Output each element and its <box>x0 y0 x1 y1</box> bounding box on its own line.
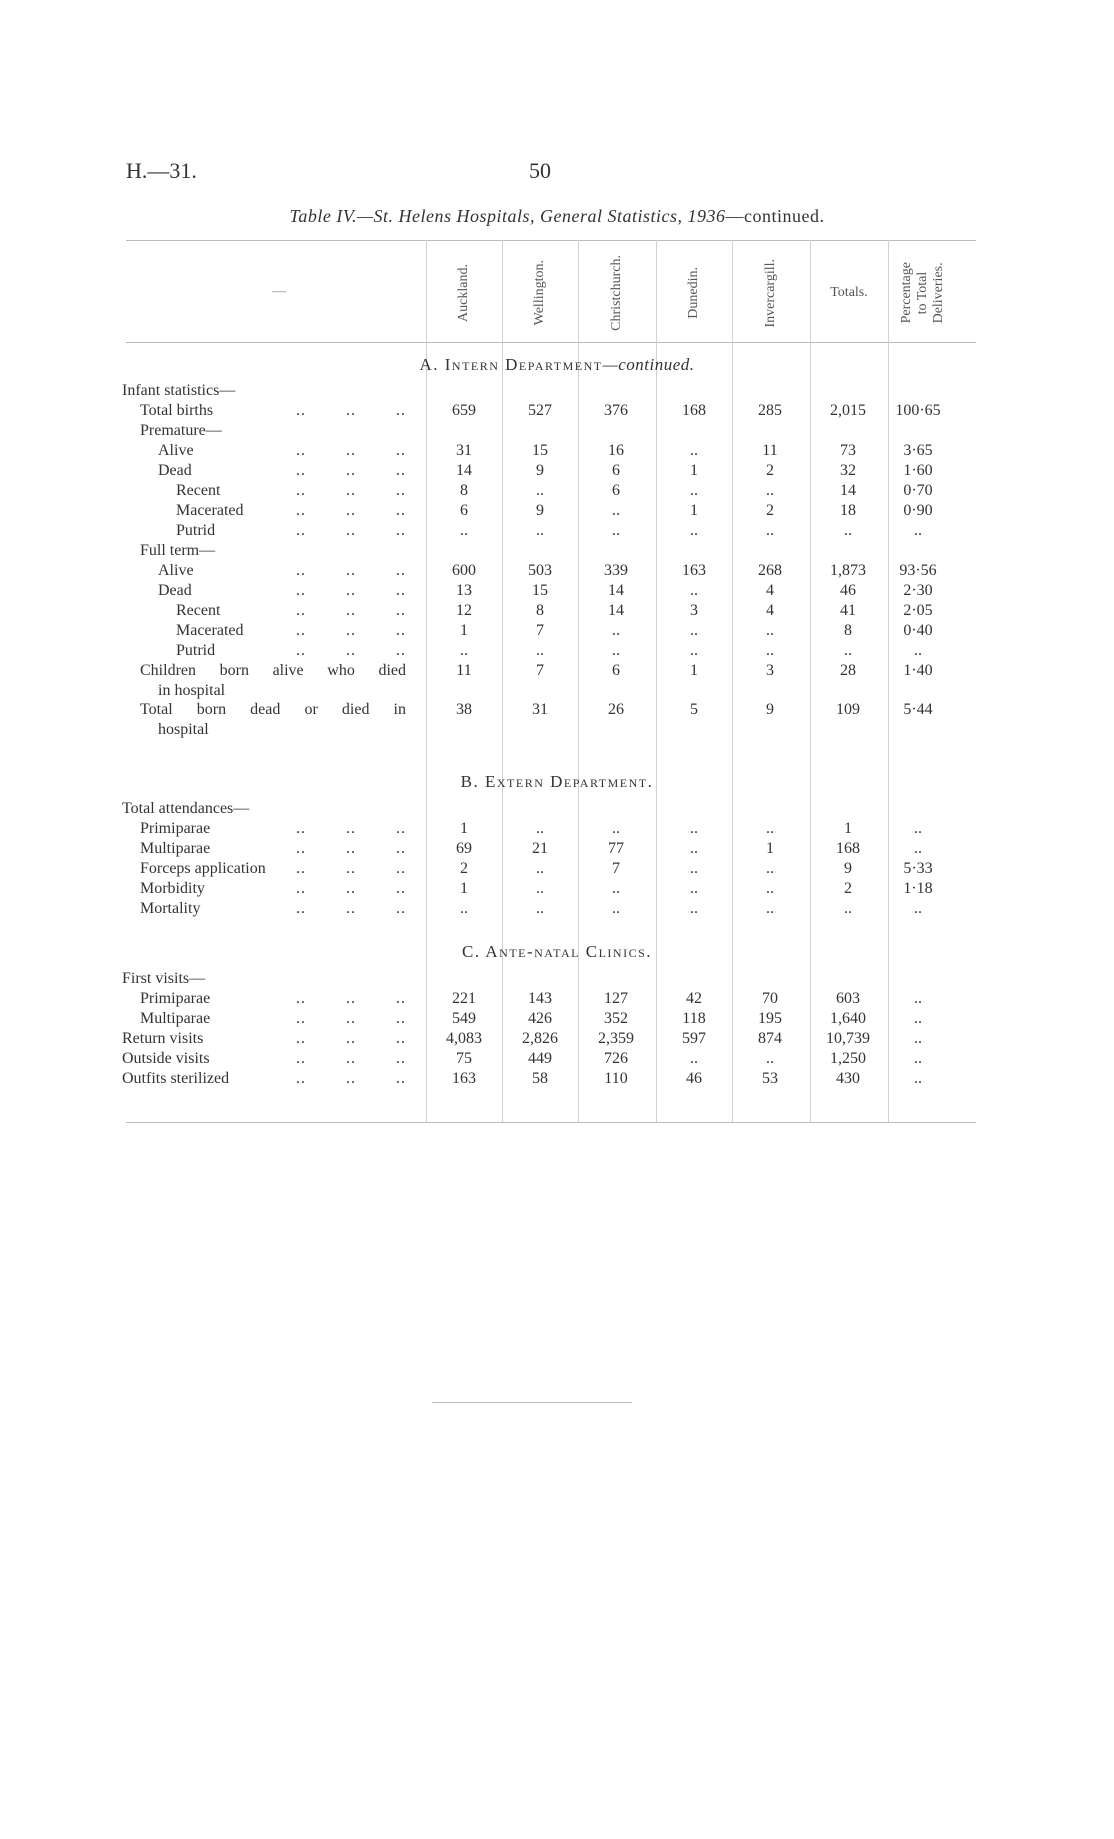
row-label-text: Return visits <box>122 1030 204 1047</box>
leader-dots: .. .. .. <box>296 840 406 857</box>
row-label <box>140 879 205 899</box>
row-label-line: Children born alive who died <box>140 662 406 679</box>
row-label-text: Multiparae <box>140 840 211 857</box>
row-label <box>176 481 220 501</box>
cell-wellington: 2,826 <box>522 1030 558 1047</box>
row-label <box>122 1049 210 1069</box>
cell-wellington: .. <box>536 880 544 897</box>
column-header-totals-text: Totals. <box>830 285 868 300</box>
cell-invercargill: 874 <box>758 1030 782 1047</box>
cell-wellington: 9 <box>536 462 544 479</box>
cell-percentage: .. <box>914 900 922 917</box>
row-label <box>122 1069 229 1089</box>
cell-christchurch: 6 <box>612 462 620 479</box>
cell-christchurch: 14 <box>608 582 624 599</box>
leader-dots: .. .. .. <box>296 642 406 659</box>
cell-percentage: .. <box>914 990 922 1007</box>
cell-invercargill: 9 <box>766 701 774 718</box>
cell-invercargill: 2 <box>766 502 774 519</box>
cell-christchurch: 7 <box>612 860 620 877</box>
leader-dots: .. .. .. <box>296 482 406 499</box>
cell-invercargill: 268 <box>758 562 782 579</box>
cell-invercargill: 2 <box>766 462 774 479</box>
cell-wellington: 503 <box>528 562 552 579</box>
cell-auckland: 31 <box>456 442 472 459</box>
cell-totals: 1,640 <box>830 1010 866 1027</box>
cell-dunedin: 118 <box>682 1010 706 1027</box>
column-header-percentage-line-3: Deliveries. <box>931 262 947 324</box>
row-label <box>176 621 244 641</box>
row-label <box>140 989 210 1009</box>
cell-totals: .. <box>844 642 852 659</box>
cell-christchurch: .. <box>612 642 620 659</box>
cell-percentage: 5·44 <box>903 701 933 718</box>
cell-auckland: 13 <box>456 582 472 599</box>
row-label-text: Infant statistics— <box>122 382 236 399</box>
cell-christchurch: 339 <box>604 562 628 579</box>
row-label-text: Primiparae <box>140 820 211 837</box>
cell-totals: 1 <box>844 820 852 837</box>
row-label-text: Putrid <box>176 642 216 659</box>
cell-christchurch: .. <box>612 622 620 639</box>
cell-percentage: .. <box>914 1010 922 1027</box>
leader-dots: .. .. .. <box>296 1070 406 1087</box>
cell-wellington: 7 <box>536 622 544 639</box>
row-label-text: Morbidity <box>140 880 205 897</box>
cell-totals: 1,250 <box>830 1050 866 1067</box>
cell-wellington: 8 <box>536 602 544 619</box>
cell-christchurch: .. <box>612 522 620 539</box>
cell-totals: 1,873 <box>830 562 866 579</box>
cell-invercargill: 3 <box>766 662 774 679</box>
cell-christchurch: 352 <box>604 1010 628 1027</box>
row-label <box>140 1009 210 1029</box>
cell-dunedin: 5 <box>690 701 698 718</box>
cell-wellington: 449 <box>528 1050 552 1067</box>
row-label <box>140 661 406 701</box>
cell-dunedin: .. <box>690 642 698 659</box>
row-label-text: Dead <box>158 582 192 599</box>
row-label <box>176 521 215 541</box>
cell-totals: 430 <box>836 1070 860 1087</box>
cell-invercargill: .. <box>766 642 774 659</box>
table-title-suffix: —continued. <box>725 206 825 226</box>
cell-christchurch: 16 <box>608 442 624 459</box>
cell-dunedin: .. <box>690 900 698 917</box>
cell-auckland: 163 <box>452 1070 476 1087</box>
cell-dunedin: .. <box>690 482 698 499</box>
cell-invercargill: 11 <box>762 442 778 459</box>
row-label <box>140 421 222 441</box>
cell-wellington: .. <box>536 522 544 539</box>
cell-invercargill: .. <box>766 482 774 499</box>
cell-percentage: 3·65 <box>903 442 933 459</box>
row-label <box>140 899 200 919</box>
cell-christchurch: 2,359 <box>598 1030 634 1047</box>
cell-percentage: 100·65 <box>895 402 941 419</box>
row-label <box>158 441 194 461</box>
row-label <box>122 799 249 819</box>
cell-percentage: .. <box>914 1070 922 1087</box>
cell-auckland: 6 <box>460 502 468 519</box>
row-label <box>140 819 210 839</box>
cell-totals: 109 <box>836 701 860 718</box>
row-label-text: Forceps application <box>140 860 266 877</box>
cell-percentage: 2·30 <box>903 582 933 599</box>
leader-dots: .. .. .. <box>296 582 406 599</box>
column-header-auckland-text: Auckland. <box>455 264 471 322</box>
row-label <box>176 601 220 621</box>
row-label <box>140 401 213 421</box>
cell-totals: .. <box>844 900 852 917</box>
cell-invercargill: 4 <box>766 602 774 619</box>
row-label <box>122 381 235 401</box>
cell-wellington: .. <box>536 900 544 917</box>
cell-auckland: 75 <box>456 1050 472 1067</box>
column-header-dunedin <box>656 248 732 338</box>
cell-christchurch: .. <box>612 820 620 837</box>
cell-invercargill: 70 <box>762 990 778 1007</box>
cell-invercargill: 4 <box>766 582 774 599</box>
row-label <box>122 1029 203 1049</box>
section-heading-intern-text: A. Intern Department <box>419 355 603 374</box>
cell-auckland: 2 <box>460 860 468 877</box>
leader-dots: .. .. .. <box>296 502 406 519</box>
closing-rule <box>432 1402 632 1403</box>
cell-christchurch: 6 <box>612 662 620 679</box>
cell-wellington: 143 <box>528 990 552 1007</box>
leader-dots: .. .. .. <box>296 990 406 1007</box>
cell-auckland: 11 <box>456 662 472 679</box>
cell-percentage: .. <box>914 820 922 837</box>
cell-dunedin: .. <box>690 622 698 639</box>
row-label <box>140 541 215 561</box>
row-label <box>176 641 215 661</box>
row-label-text: Multiparae <box>140 1010 211 1027</box>
leader-dots: .. .. .. <box>296 1050 406 1067</box>
cell-totals: 14 <box>840 482 856 499</box>
cell-percentage: .. <box>914 1050 922 1067</box>
cell-wellington: 31 <box>532 701 548 718</box>
section-heading-intern-suffix: —continued. <box>602 355 695 374</box>
cell-auckland: .. <box>460 522 468 539</box>
column-header-invercargill <box>732 248 810 338</box>
leader-dots: .. .. .. <box>296 880 406 897</box>
cell-totals: 168 <box>836 840 860 857</box>
cell-wellington: 527 <box>528 402 552 419</box>
cell-dunedin: 1 <box>690 462 698 479</box>
cell-dunedin: 597 <box>682 1030 706 1047</box>
row-label-text: Alive <box>158 562 194 579</box>
cell-christchurch: 127 <box>604 990 628 1007</box>
cell-wellington: 58 <box>532 1070 548 1087</box>
cell-invercargill: 53 <box>762 1070 778 1087</box>
stub-column-header: — <box>272 284 286 299</box>
leader-dots: .. .. .. <box>296 462 406 479</box>
cell-wellington: 9 <box>536 502 544 519</box>
cell-dunedin: .. <box>690 582 698 599</box>
row-label <box>140 700 406 740</box>
column-header-wellington <box>502 248 578 338</box>
cell-dunedin: .. <box>690 442 698 459</box>
cell-wellington: 21 <box>532 840 548 857</box>
cell-dunedin: 163 <box>682 562 706 579</box>
column-header-christchurch-text: Christchurch. <box>608 255 624 331</box>
header-top-rule <box>126 240 976 241</box>
cell-christchurch: 376 <box>604 402 628 419</box>
cell-dunedin: 1 <box>690 502 698 519</box>
cell-percentage: 0·90 <box>903 502 933 519</box>
cell-christchurch: 6 <box>612 482 620 499</box>
row-label-text: Recent <box>176 602 221 619</box>
row-label-text: Full term— <box>140 542 216 559</box>
section-heading-intern <box>0 355 1114 375</box>
cell-dunedin: .. <box>690 840 698 857</box>
cell-totals: 32 <box>840 462 856 479</box>
row-label-text: Primiparae <box>140 990 211 1007</box>
cell-invercargill: .. <box>766 522 774 539</box>
row-label-text: First visits— <box>122 970 206 987</box>
cell-christchurch: 110 <box>604 1070 628 1087</box>
column-header-percentage-line-1: Percentage <box>898 262 914 324</box>
cell-christchurch: .. <box>612 502 620 519</box>
cell-invercargill: .. <box>766 622 774 639</box>
cell-wellington: 426 <box>528 1010 552 1027</box>
row-label <box>158 461 192 481</box>
row-label-text: Recent <box>176 482 221 499</box>
cell-wellington: .. <box>536 642 544 659</box>
cell-invercargill: 285 <box>758 402 782 419</box>
leader-dots: .. .. .. <box>296 1030 406 1047</box>
cell-auckland: 1 <box>460 820 468 837</box>
cell-wellington: 7 <box>536 662 544 679</box>
cell-totals: 73 <box>840 442 856 459</box>
cell-percentage: 1·40 <box>903 662 933 679</box>
cell-wellington: .. <box>536 482 544 499</box>
cell-auckland: .. <box>460 900 468 917</box>
cell-invercargill: .. <box>766 820 774 837</box>
leader-dots: .. .. .. <box>296 622 406 639</box>
row-label-text: Putrid <box>176 522 216 539</box>
cell-dunedin: .. <box>690 880 698 897</box>
cell-auckland: 8 <box>460 482 468 499</box>
cell-percentage: 0·70 <box>903 482 933 499</box>
cell-wellington: 15 <box>532 442 548 459</box>
cell-totals: 2 <box>844 880 852 897</box>
cell-dunedin: .. <box>690 522 698 539</box>
cell-dunedin: .. <box>690 860 698 877</box>
leader-dots: .. .. .. <box>296 900 406 917</box>
cell-percentage: .. <box>914 840 922 857</box>
cell-auckland: 69 <box>456 840 472 857</box>
cell-dunedin: 3 <box>690 602 698 619</box>
leader-dots: .. .. .. <box>296 1010 406 1027</box>
cell-auckland: 4,083 <box>446 1030 482 1047</box>
cell-dunedin: 168 <box>682 402 706 419</box>
cell-invercargill: .. <box>766 860 774 877</box>
cell-wellington: .. <box>536 820 544 837</box>
row-label <box>158 561 194 581</box>
cell-christchurch: 26 <box>608 701 624 718</box>
cell-totals: 603 <box>836 990 860 1007</box>
row-label <box>122 969 205 989</box>
column-header-totals <box>810 248 888 338</box>
leader-dots: .. .. .. <box>296 442 406 459</box>
cell-invercargill: .. <box>766 880 774 897</box>
row-label-text: Total births <box>140 402 214 419</box>
cell-auckland: 12 <box>456 602 472 619</box>
cell-wellington: .. <box>536 860 544 877</box>
column-header-percentage <box>888 248 958 338</box>
row-label-text: Macerated <box>176 622 244 639</box>
leader-dots: .. .. .. <box>296 402 406 419</box>
section-heading-extern: B. Extern Department. <box>460 772 654 791</box>
column-header-christchurch <box>578 248 656 338</box>
cell-percentage: 93·56 <box>899 562 937 579</box>
row-label <box>158 581 192 601</box>
cell-percentage: 1·60 <box>903 462 933 479</box>
cell-auckland: 38 <box>456 701 472 718</box>
row-label-text: Outside visits <box>122 1050 210 1067</box>
cell-totals: 18 <box>840 502 856 519</box>
cell-invercargill: .. <box>766 900 774 917</box>
cell-totals: 28 <box>840 662 856 679</box>
cell-totals: 2,015 <box>830 402 866 419</box>
row-label-text: Mortality <box>140 900 201 917</box>
cell-christchurch: 77 <box>608 840 624 857</box>
document-reference: H.—31. <box>126 158 197 183</box>
cell-percentage: 1·18 <box>903 880 933 897</box>
cell-dunedin: .. <box>690 1050 698 1067</box>
cell-invercargill: 1 <box>766 840 774 857</box>
header-bottom-rule <box>126 342 976 343</box>
cell-totals: 8 <box>844 622 852 639</box>
cell-auckland: 549 <box>452 1010 476 1027</box>
cell-wellington: 15 <box>532 582 548 599</box>
leader-dots: .. .. .. <box>296 562 406 579</box>
cell-dunedin: .. <box>690 820 698 837</box>
cell-christchurch: 14 <box>608 602 624 619</box>
row-label-line: Total born dead or died in <box>140 701 406 718</box>
leader-dots: .. .. .. <box>296 522 406 539</box>
leader-dots: .. .. .. <box>296 860 406 877</box>
cell-totals: 9 <box>844 860 852 877</box>
column-header-percentage-line-2: to Total <box>914 271 930 315</box>
cell-dunedin: 42 <box>686 990 702 1007</box>
table-title-main: Table IV.—St. Helens Hospitals, General Statistics, 1936 <box>289 206 726 226</box>
cell-percentage: .. <box>914 1030 922 1047</box>
column-header-wellington-text: Wellington. <box>531 260 547 326</box>
cell-percentage: 5·33 <box>903 860 933 877</box>
cell-totals: 41 <box>840 602 856 619</box>
cell-auckland: 600 <box>452 562 476 579</box>
cell-christchurch: .. <box>612 900 620 917</box>
section-heading-antenatal: C. Ante-natal Clinics. <box>461 942 653 961</box>
cell-auckland: 14 <box>456 462 472 479</box>
cell-percentage: .. <box>914 522 922 539</box>
row-label-text: Alive <box>158 442 194 459</box>
cell-auckland: .. <box>460 642 468 659</box>
row-label-line: in hospital <box>158 682 226 699</box>
cell-auckland: 1 <box>460 622 468 639</box>
leader-dots: .. .. .. <box>296 602 406 619</box>
cell-dunedin: 1 <box>690 662 698 679</box>
cell-auckland: 1 <box>460 880 468 897</box>
cell-christchurch: .. <box>612 880 620 897</box>
cell-dunedin: 46 <box>686 1070 702 1087</box>
row-label-text: Dead <box>158 462 192 479</box>
cell-auckland: 659 <box>452 402 476 419</box>
cell-totals: 46 <box>840 582 856 599</box>
cell-percentage: 0·40 <box>903 622 933 639</box>
row-label <box>140 859 266 879</box>
row-label-text: Total attendances— <box>122 800 250 817</box>
cell-totals: 10,739 <box>826 1030 870 1047</box>
cell-christchurch: 726 <box>604 1050 628 1067</box>
cell-invercargill: .. <box>766 1050 774 1067</box>
row-label-text: Premature— <box>140 422 222 439</box>
column-header-dunedin-text: Dunedin. <box>685 267 701 319</box>
table-bottom-rule <box>126 1122 976 1123</box>
leader-dots: .. .. .. <box>296 820 406 837</box>
cell-percentage: .. <box>914 642 922 659</box>
row-label-text: Outfits sterilized <box>122 1070 230 1087</box>
cell-auckland: 221 <box>452 990 476 1007</box>
row-label-text: Macerated <box>176 502 244 519</box>
cell-percentage: 2·05 <box>903 602 933 619</box>
column-header-percentage-text <box>899 262 947 323</box>
column-header-invercargill-text: Invercargill. <box>762 258 778 328</box>
cell-totals: .. <box>844 522 852 539</box>
row-label <box>140 839 210 859</box>
row-label <box>176 501 244 521</box>
page-number: 50 <box>529 158 551 183</box>
cell-invercargill: 195 <box>758 1010 782 1027</box>
table-title <box>0 206 1114 227</box>
row-label-line: hospital <box>158 721 209 738</box>
column-header-auckland <box>426 248 502 338</box>
